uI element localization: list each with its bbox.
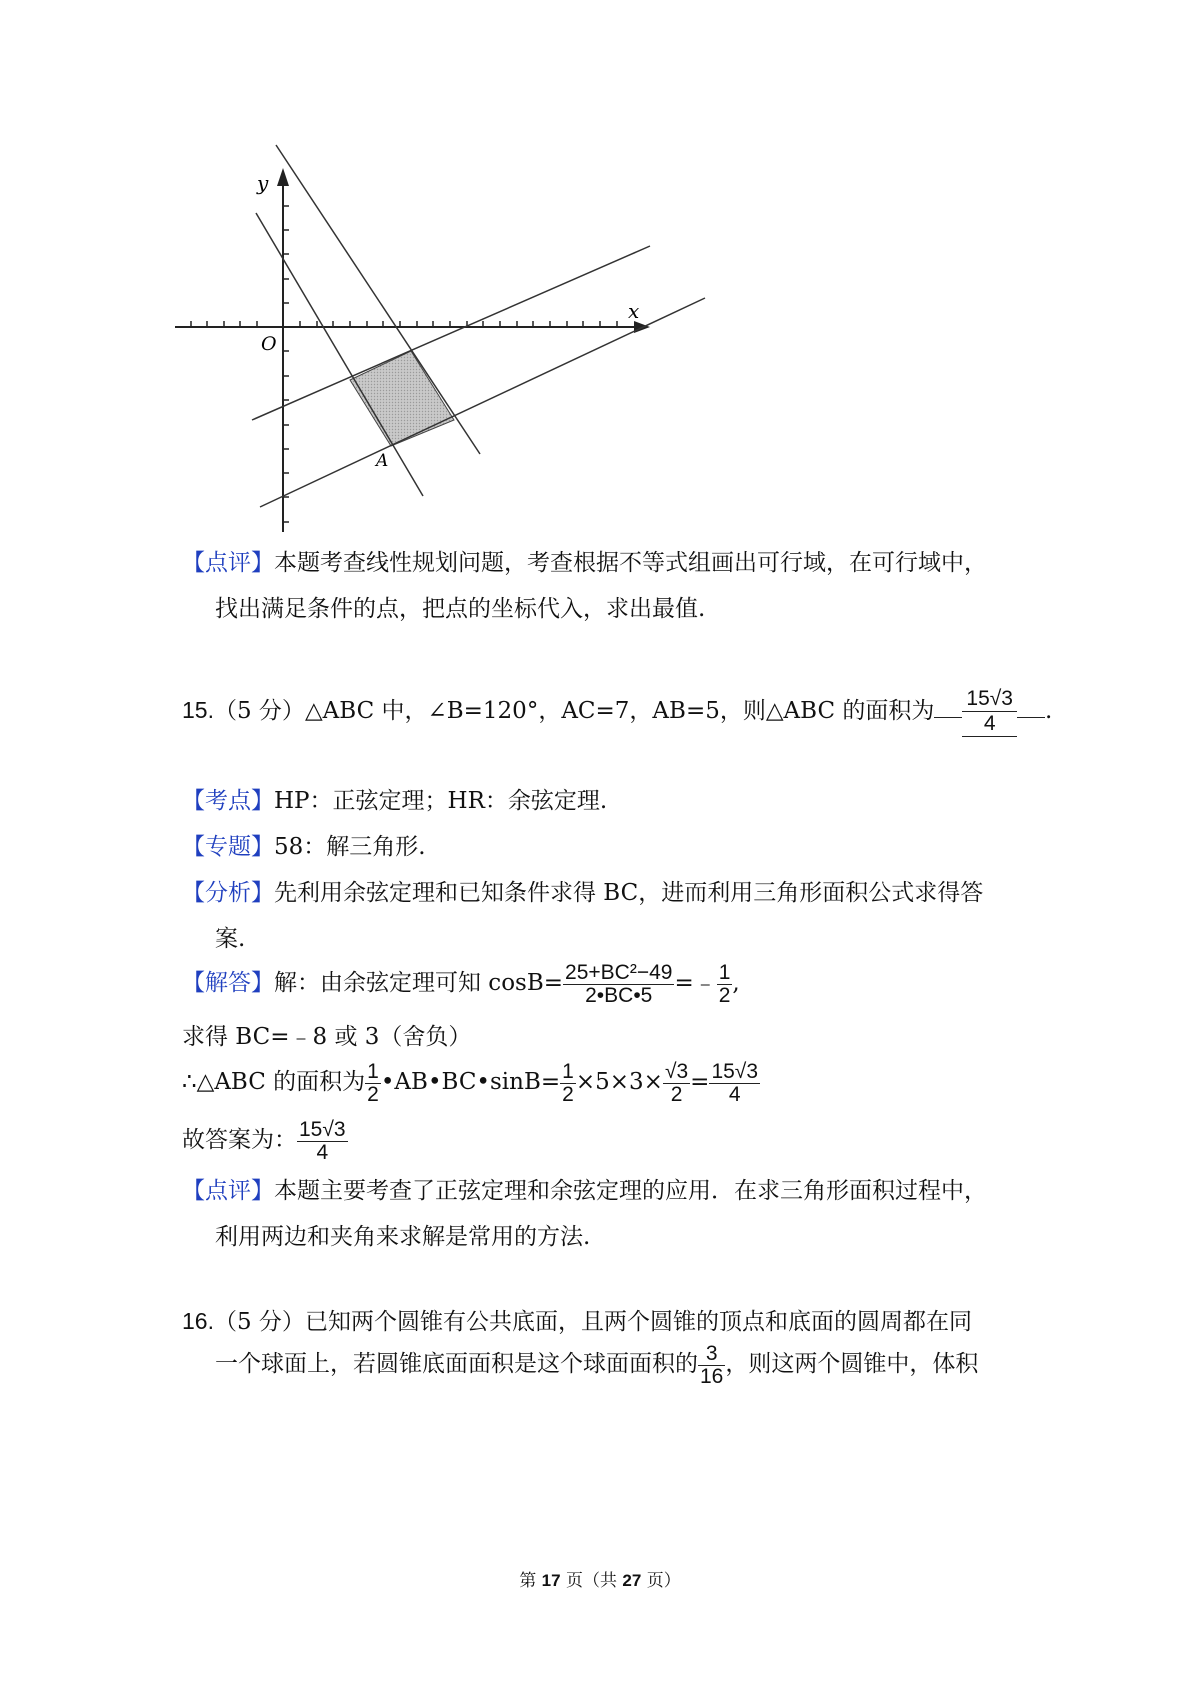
- upper-parallel-line: [252, 246, 650, 420]
- area-fraction-2: $\frac{1}{2}$: [562, 1059, 574, 1106]
- remark-15-line2: 利用两边和夹角来求解是常用的方法.: [215, 1224, 591, 1250]
- origin-label: O: [261, 333, 277, 355]
- steep-line-left: [256, 213, 423, 496]
- area-fraction-3: $\frac{√3}{2}$: [664, 1059, 689, 1106]
- jieda-line4: 故答案为： $\frac{15√3}{4}$: [182, 1117, 346, 1164]
- remark-tag: 【点评】: [182, 1178, 274, 1204]
- question-score: （5 分）: [213, 698, 305, 724]
- x-axis-label: x: [628, 299, 640, 323]
- kaodian-tag: 【考点】: [182, 788, 274, 814]
- zhuanti-tag: 【专题】: [182, 834, 274, 860]
- remark-14-line1: 【点评】本题考查线性规划问题，考查根据不等式组画出可行域，在可行域中，: [182, 550, 987, 576]
- kaodian: 【考点】HP：正弦定理；HR：余弦定理.: [182, 788, 608, 814]
- cosine-fraction: $\frac{\text{25+BC²−49}}{2•BC•5}$: [565, 960, 673, 1007]
- fenxi-line2: 案.: [215, 926, 246, 952]
- point-a-label: A: [376, 451, 389, 471]
- question-15: 15.（5 分）△ABC 中，∠B=120°，AC=7，AB=5，则△ABC 的面积为 $\frac{15√3}{4}$ .: [182, 687, 1053, 735]
- jieda-line1: 【解答】解：由余弦定理可知 cosB= $\frac{\text{25+BC²−49}}{2•BC•5}$ =﹣ $\frac{1}{2}$ ,: [182, 960, 740, 1007]
- zhuanti: 【专题】58：解三角形.: [182, 834, 426, 860]
- feasible-region-graph: [160, 140, 720, 540]
- question-number: 16.: [182, 1308, 214, 1334]
- remark-15-line1: 【点评】本题主要考查了正弦定理和余弦定理的应用．在求三角形面积过程中，: [182, 1178, 987, 1204]
- question-16-line2: 一个球面上，若圆锥底面面积是这个球面面积的 $\frac{3}{16}$ ，则这两个圆锥中，体积: [215, 1341, 979, 1388]
- y-axis-label: y: [257, 171, 269, 195]
- fenxi-line1: 【分析】先利用余弦定理和已知条件求得 BC，进而利用三角形面积公式求得答: [182, 880, 984, 906]
- remark-tag: 【点评】: [182, 550, 274, 576]
- blank-underline-left: [934, 699, 962, 718]
- area-fraction-4: $\frac{15√3}{4}$: [711, 1059, 759, 1106]
- question-score: （5 分）: [213, 1309, 305, 1335]
- fenxi-tag: 【分析】: [182, 880, 274, 906]
- question-number: 15.: [182, 697, 214, 723]
- page-footer: 第 17 页（共 27 页）: [519, 1571, 681, 1591]
- y-axis-arrow: [277, 168, 289, 186]
- jieda-tag: 【解答】: [182, 970, 274, 996]
- question-16-line1: 16.（5 分）已知两个圆锥有公共底面，且两个圆锥的顶点和底面的圆周都在同: [182, 1308, 972, 1335]
- page-total: 27: [622, 1571, 642, 1590]
- area-fraction-1: $\frac{1}{2}$: [367, 1059, 379, 1106]
- answer-blank: $\frac{15√3}{4}$: [962, 687, 1017, 737]
- remark-14-line2: 找出满足条件的点，把点的坐标代入，求出最值.: [215, 596, 706, 622]
- ratio-fraction: $\frac{3}{16}$: [700, 1341, 724, 1388]
- jieda-line3: ∴△ABC 的面积为 $\frac{1}{2}$ •AB•BC•sinB= $\frac{1}{2}$ ×5×3× $\frac{√3}{2}$ = $\frac{15√3}{4}$: [182, 1059, 759, 1106]
- question-stem: △ABC 中，∠B=120°，AC=7，AB=5，则△ABC 的面积为: [304, 698, 935, 724]
- half-fraction: $\frac{1}{2}$: [718, 960, 731, 1007]
- lower-parallel-line: [260, 298, 705, 507]
- page-number: 17: [541, 1571, 561, 1590]
- jieda-line2: 求得 BC=﹣8 或 3（舍负）: [182, 1024, 472, 1050]
- final-answer-fraction: $\frac{15√3}{4}$: [299, 1117, 346, 1164]
- blank-underline-right: [1017, 699, 1045, 718]
